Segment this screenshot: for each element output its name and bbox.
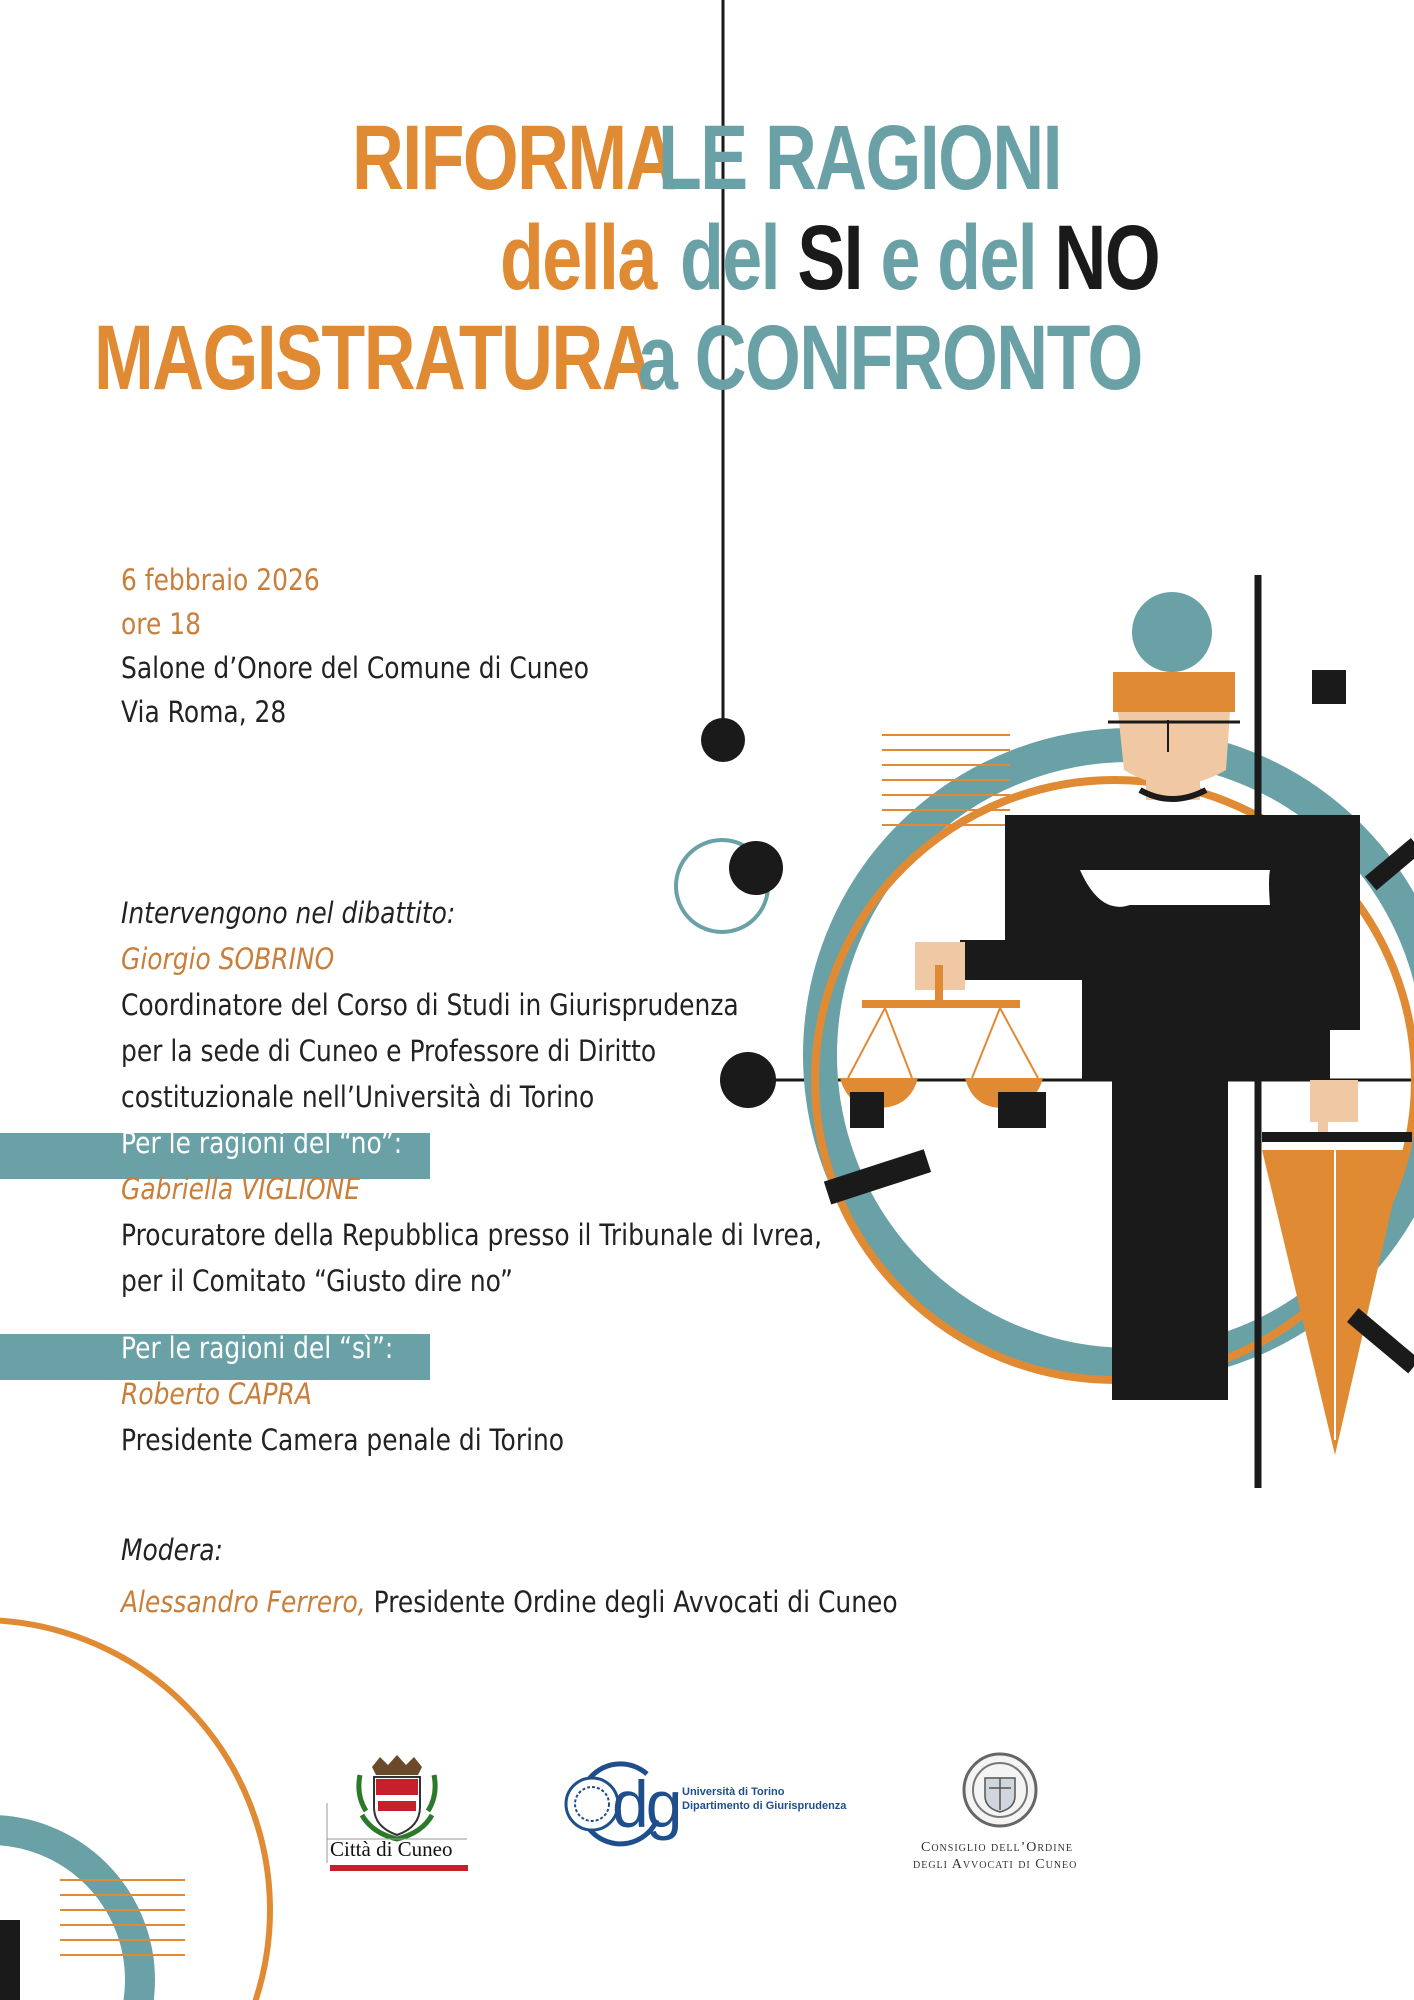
event-time: ore 18 [121, 607, 201, 641]
coordinator-name: Giorgio SOBRINO [121, 942, 335, 976]
title-no: NO [1054, 207, 1160, 309]
moderator-role: Presidente Ordine degli Avvocati di Cuneo [365, 1585, 898, 1619]
moderator-name: Alessandro Ferrero, [121, 1585, 366, 1619]
no-speaker-name: Gabriella VIGLIONE [121, 1172, 361, 1206]
moderator-block [121, 1524, 898, 1628]
event-venue: Salone d’Onore del Comune di Cuneo [121, 651, 590, 685]
title-line-2-del: del [680, 207, 798, 309]
ordine-avvocati-logo [905, 1748, 1105, 1878]
si-speaker-role: Presidente Camera penale di Torino [121, 1423, 565, 1457]
speakers-intro: Intervengono nel dibattito: [121, 896, 456, 930]
title-line-2 [680, 207, 1160, 309]
speakers-block [121, 890, 822, 1304]
unito-line-2: Dipartimento di Giurisprudenza [682, 1800, 847, 1812]
event-address: Via Roma, 28 [121, 695, 287, 729]
event-info [121, 558, 589, 734]
title-overlay-della: della [500, 207, 656, 309]
no-speaker-role-2: per il Comitato “Giusto dire no” [121, 1264, 513, 1298]
title-overlay-riforma: RIFORMA [352, 107, 676, 209]
si-block [121, 1325, 564, 1463]
ordine-seal-icon [905, 1748, 1105, 1832]
ordine-line-1: Consiglio dell’Ordine [921, 1840, 1073, 1855]
cuneo-logo-text: Città di Cuneo [330, 1837, 453, 1861]
unito-dg-mark: dg [612, 1767, 680, 1841]
title-line-1: LE RAGIONI [658, 107, 1062, 209]
title-overlay-magistratura: MAGISTRATURA [94, 307, 652, 409]
moderator-label: Modera: [121, 1533, 223, 1567]
coordinator-role-2: per la sede di Cuneo e Professore di Diritto [121, 1034, 657, 1068]
si-speaker-name: Roberto CAPRA [121, 1377, 312, 1411]
coordinator-role-1: Coordinatore del Corso di Studi in Giurisprudenza [121, 988, 739, 1022]
ordine-line-2: degli Avvocati di Cuneo [913, 1857, 1078, 1872]
citta-di-cuneo-logo [322, 1755, 472, 1873]
no-label: Per le ragioni del “no”: [121, 1126, 403, 1160]
coordinator-role-3: costituzionale nell’Università di Torino [121, 1080, 595, 1114]
unito-dg-logo [562, 1760, 862, 1850]
moderator-line [121, 1576, 898, 1628]
event-date: 6 febbraio 2026 [121, 563, 320, 597]
si-label: Per le ragioni del “sì”: [121, 1331, 394, 1365]
unito-line-1: Università di Torino [682, 1786, 785, 1798]
no-speaker-role-1: Procuratore della Repubblica presso il Tribunale di Ivrea, [121, 1218, 823, 1252]
title-si: SI [797, 207, 863, 309]
title-line-3: a CONFRONTO [638, 307, 1142, 409]
title-line-2-edel: e del [862, 207, 1055, 309]
